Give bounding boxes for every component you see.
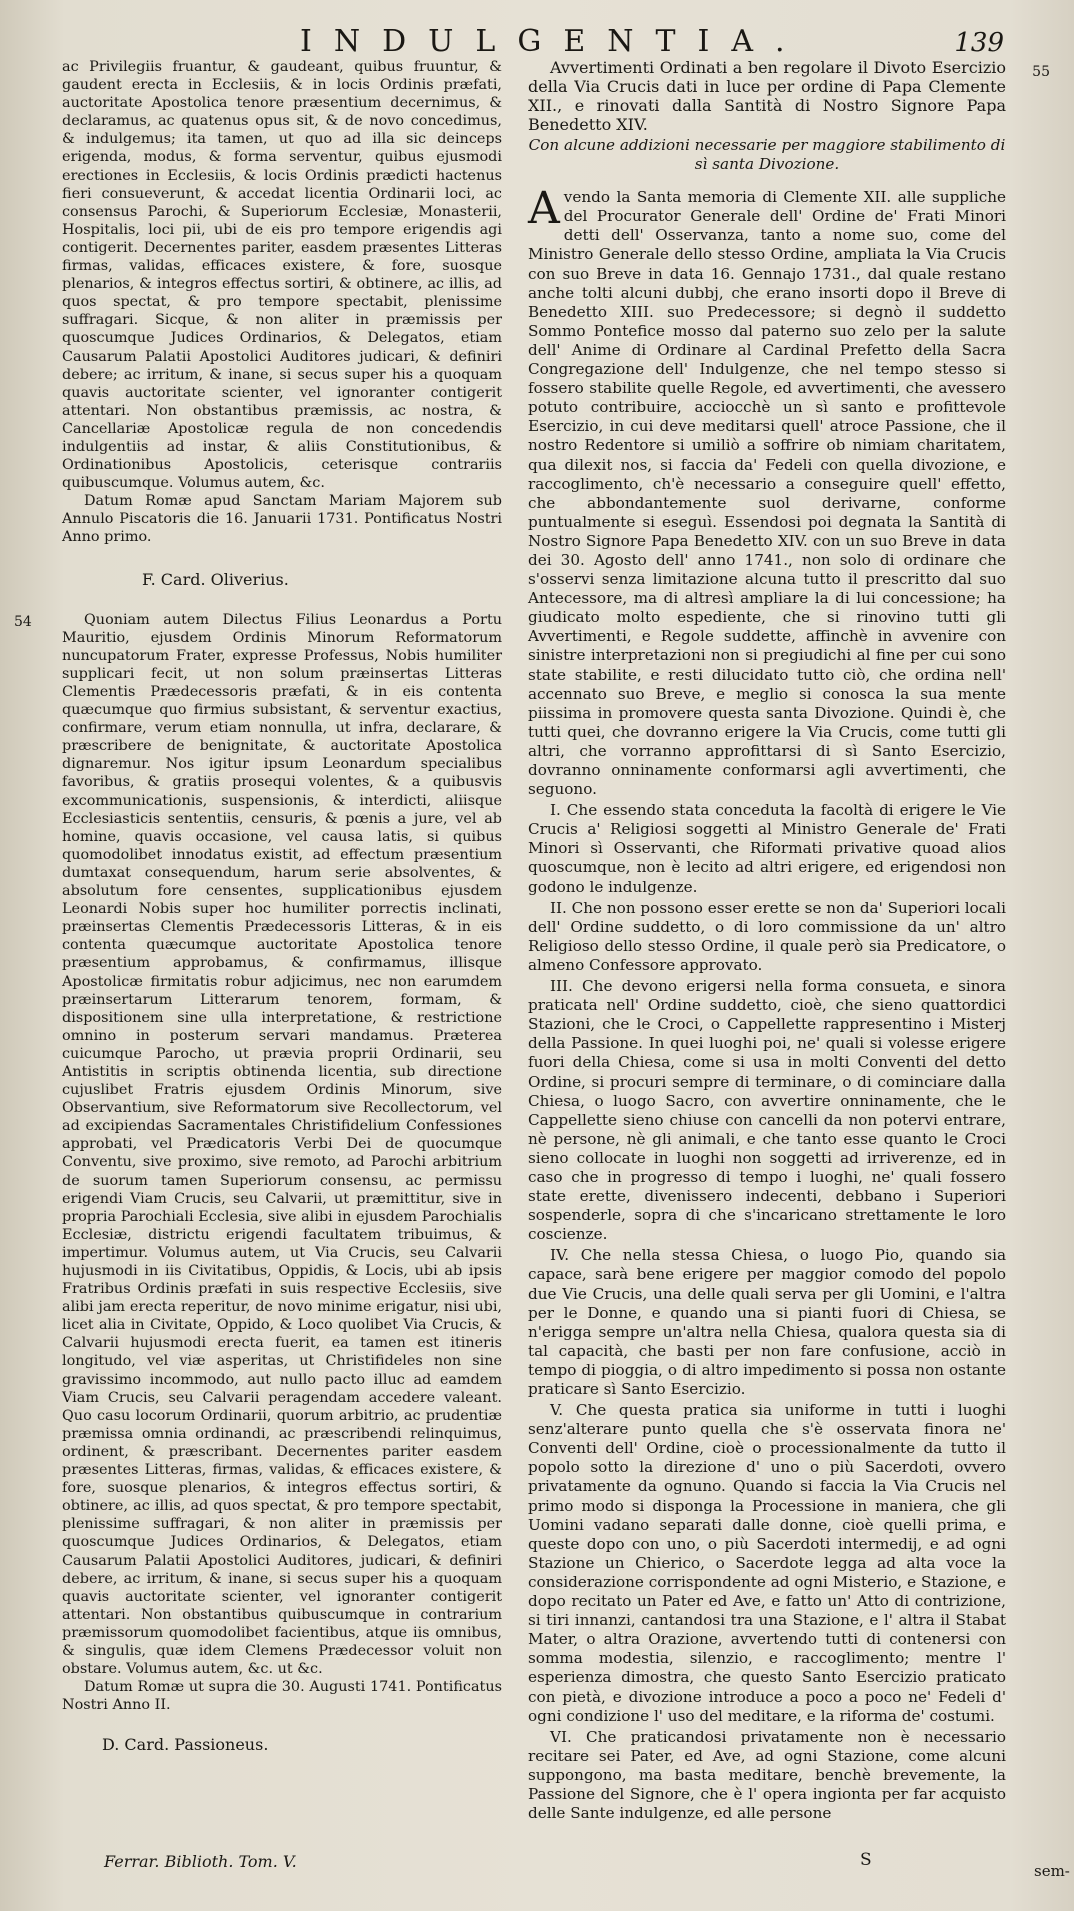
margin-note-left: 54 xyxy=(14,614,32,630)
page-header xyxy=(0,24,1074,62)
page-number: 139 xyxy=(954,28,1004,58)
rule-item-6: VI. Che praticandosi privatamente non è necessario recitare sei Pater, ed Ave, ad ogni Stazione, come alcuni suppongono, ma basta meditare, benchè brevemente, la Passione del Signore, che è l' opera ingionta per far acquisto delle Sante indulgenze, ed alle persone xyxy=(528,1727,1006,1823)
signature-oliverius: F. Card. Oliverius. xyxy=(142,569,289,589)
rule-item-2: II. Che non possono esser erette se non da' Superiori locali dell' Ordine suddetto, o di loro commissione da un' altro Religioso dello stesso Ordine, il quale però sia Predicatore, o almeno Confessore approvato. xyxy=(528,898,1006,974)
left-column xyxy=(62,58,502,1790)
rule-item-1: I. Che essendo stata conceduta la facoltà di erigere le Vie Crucis a' Religiosi soggetti al Ministro Generale de' Frati Minori sì Osservanti, che Riformati privative quoad alios quoscumque, non è lecito ad altri erigere, ed erigendosi non godono le indulgenze. xyxy=(528,801,1006,896)
drop-cap: A xyxy=(528,183,560,235)
footer-source: Ferrar. Biblioth. Tom. V. xyxy=(104,1852,297,1871)
left-paragraph-quoniam: Quoniam autem Dilectus Filius Leonardus a Portu Mauritio, ejusdem Ordinis Minorum Reformatorum nuncupatorum Frater, expresse Professus, Nobis humiliter supplicari fecit, ut non solum præinsertas Litteras Clementis Prædecessoris præfati, & in eis contenta quæcumque quo firmius subsistant, & serventur exactius, confirmare, verum etiam nonnulla, ut infra, declarare, & præscribere de benignitate, & auctoritate Apostolica dignaremur. Nos igitur ipsum Leonardum specialibus favoribus, & gratiis prosequi volentes, & a quibusvis excommunicationis, suspensionis, & interdicti, aliisque Ecclesiasticis sententiis, censuris, & pœnis a jure, vel ab homine, quavis occasione, vel causa latis, si quibus quomodolibet innodatus existit, ad effectum præsentium dumtaxat consequendum, harum serie absolventes, & absolutum fore censentes, supplicationibus ejusdem Leonardi Nobis super hoc humiliter porrectis inclinati, præinsertas Clementis Prædecessoris Litteras, & in eis contenta quæcumque auctoritate Apostolica tenore præsentium approbamus, & confirmamus, illisque Apostolicæ firmitatis robur adjicimus, nec non earumdem præinsertarum Litterarum tenorem, formam, & dispositionem sine ulla interpretatione, & restrictione omnino in posterum servari mandamus. Præterea cuicumque Parocho, ut prævia proprii Ordinarii, seu Antistitis in scriptis obtinenda licentia, sub directione cujuslibet Fratris ejusdem Ordinis Minorum, sive Observantium, sive Reformatorum sive Recollectorum, vel ad excipiendas Sacramentales Christifidelium Confessiones approbati, vel Prædicatoris Verbi Dei de quocumque Conventu, sive proximo, sive remoto, ad Parochi arbitrium de suorum tamen Superiorum consensu, ac permissu erigendi Viam Crucis, seu Calvarii, ut præmittitur, sive in propria Parochiali Ecclesia, sive alibi in ejusdem Parochialis Ecclesiæ, districtu erigendi facultatem tribuimus, & impertimur. Volumus autem, ut Via Crucis, seu Calvarii hujusmodi in iis Civitatibus, Oppidis, & Locis, ubi ab ipsis Fratribus Ordinis præfati in suis respective Ecclesiis, sive alibi jam erecta reperitur, de novo minime erigatur, nisi ubi, licet alia in Civitate, Oppido, & Loco quolibet Via Crucis, & Calvarii hujusmodi erecta fuerit, ea tamen est itineris longitudo, vel viæ asperitas, ut Christifideles non sine gravissimo incommodo, aut nullo pacto illuc ad eamdem Viam Crucis, seu Calvarii peragendam accedere valeant. Quo casu locorum Ordinarii, quorum arbitrio, ac prudentiæ præmissa omnia ordinandi, ac præscribendi relinquimus, ordinent, & præscribant. Decernentes pariter easdem præsentes Litteras, firmas, validas, & efficaces existere, & fore, suosque plenarios, & integros effectus sortiri, & obtinere, ac illis, ad quos spectat, & pro tempore spectabit, plenissime suffragari, & non aliter in præmissis per quoscumque Judices Ordinarios, & Delegatos, etiam Causarum Palatii Apostolici Auditores, judicari, & definiri debere, ac irritum, & inane, si secus super his a quoquam quavis auctoritate scienter, vel ignoranter contigerit attentari. Non obstantibus quibuscumque in contrarium præmissorum quomodolibet facientibus, atque iis omnibus, & singulis, quæ idem Clemens Prædecessor voluit non obstare. Volumus autem, &c. ut &c. xyxy=(62,611,502,1678)
margin-note-right: 55 xyxy=(1032,64,1050,80)
avvertimenti-title: Avvertimenti Ordinati a ben regolare il Divoto Esercizio della Via Crucis dati in luce per ordine di Papa Clemente XII., e rinovati dalla Santità di Nostro Signore Papa Benedetto XIV. xyxy=(528,58,1006,134)
intro-text: vendo la Santa memoria di Clemente XII. alle suppliche del Procurator Generale dell' Ordine de' Frati Minori detti dell' Osservanza, tanto a nome suo, come del Ministro Generale dello stesso Ordine, ampliata la Via Crucis con suo Breve in data 16. Gennajo 1731., dal quale restano anche tolti alcuni dubbj, che erano insorti dopo il Breve di Benedetto XIII. suo Predecessore; si degnò il suddetto Sommo Pontefice mosso dal paterno suo zelo per la salute dell' Anime di Ordinare al Cardinal Prefetto della Sacra Congregazione dell' Indulgenze, che nel tempo stesso si fossero stabilite quelle Regole, ed avvertimenti, che avessero potuto contribuire, acciocchè un sì santo e profittevole Esercizio, in cui deve meditarsi quell' atroce Passione, che il nostro Redentore si umiliò a soffrire ob nimiam charitatem, qua dilexit nos, si faccia da' Fedeli con quella divozione, e raccoglimento, ch'è necessario a conseguire quell' effetto, che abbondantemente suol derivarne, conforme puntualmente si eseguì. Essendosi poi degnata la Santità di Nostro Signore Papa Benedetto XIV. con un suo Breve in data dei 30. Agosto dell' anno 1741., non solo di ordinare che s'osservi senza limitazione alcuna tutto il prescritto dal suo Antecessore, ma di altresì ampliare la di lui concessione; ha giudicato molto espediente, che si rinovino tutti gli Avvertimenti, e Regole suddette, affinchè in avvenire con sinistre interpretazioni non si pregiudichi al fine per cui sono state stabilite, e resti dilucidato tutto ciò, che ordina nell' accennato suo Breve, e meglio si conosca la sua mente piissima in promovere questa santa Divozione. Quindi è, che tutti quei, che dovranno erigere la Via Crucis, come tutti gli altri, che vorranno approfittarsi di sì Santo Esercizio, dovranno onninamente conformarsi agli avvertimenti, che seguono. xyxy=(528,188,1006,799)
rule-item-4: IV. Che nella stessa Chiesa, o luogo Pio, quando sia capace, sarà bene erigere per maggior comodo del popolo due Vie Crucis, una delle quali serva per gli Uomini, e l'altra per le Donne, e quando una si pianti fuori di Chiesa, se n'erigga sempre un'altra nella Chiesa, qualora questa sia di tal capacità, che basti per non fare confusione, acciò in tempo di pioggia, o di altro impedimento si possa non ostante praticare sì Santo Esercizio. xyxy=(528,1246,1006,1398)
signature-mark: S xyxy=(860,1850,872,1870)
left-dating-1: Datum Romæ apud Sanctam Mariam Majorem sub Annulo Piscatoris die 16. Januarii 1731. Pontificatus Nostri Anno primo. xyxy=(62,493,502,546)
avvertimenti-subtitle: Con alcune addizioni necessarie per maggiore stabilimento di sì santa Divozione. xyxy=(528,136,1006,174)
left-dating-2: Datum Romæ ut supra die 30. Augusti 1741. Pontificatus Nostri Anno II. xyxy=(62,1679,502,1714)
intro-paragraph xyxy=(528,183,1006,799)
catchword: sem- xyxy=(1034,1862,1070,1880)
rule-item-5: V. Che questa pratica sia uniforme in tutti i luoghi senz'alterare punto quella che s'è osservata finora ne' Conventi dell' Ordine, cioè o processionalmente da tutto il popolo sotto la direzione d' uno o più Sacerdoti, ovvero privatamente da ognuno. Quando si faccia la Via Crucis nel primo modo si disponga la Processione in maniera, che gli Uomini vadano separati dalle donne, cioè quelli prima, e queste dopo con uno, o più Sacerdoti intermedij, e ad ogni Stazione un Chierico, o Sacerdote legga ad alta voce la considerazione corrispondente ad ogni Misterio, e Stazione, e dopo recitato un Pater ed Ave, e fatto un' Atto di contrizione, si tiri innanzi, cantandosi tra una Stazione, e l' altra il Stabat Mater, o altra Orazione, avvertendo tutti di contenersi con somma modestia, silenzio, e raccoglimento; mentre l' esperienza dimostra, che questo Santo Esercizio praticato con pietà, e divozione introduce a poco a poco ne' Fedeli d' ogni condizione l' uso del meditare, e la riforma de' costumi. xyxy=(528,1401,1006,1725)
signature-passioneus: D. Card. Passioneus. xyxy=(102,1735,269,1755)
left-paragraph-1: ac Privilegiis fruantur, & gaudeant, quibus fruuntur, & gaudent erecta in Ecclesiis, & in locis Ordinis præfati, auctoritate Apostolica tenore præsentium decernimus, & declaramus, ac quatenus opus sit, & de novo concedimus, & indulgemus; ita tamen, ut quo ad illa sic deinceps erigenda, modus, & forma serventur, quibus ejusmodi erectiones in Ecclesiis, & locis Ordinis prædicti hactenus fieri consueverunt, & accedat licentia Ordinarii loci, ac consensus Parochi, & Superiorum Ecclesiæ, Monasterii, Hospitalis, loci pii, ubi de eis pro tempore erigendis agi contigerit. Decernentes pariter, easdem præsentes Litteras firmas, validas, efficaces existere, & fore, suosque plenarios, & integros effectus sortiri, & obtinere, ac illis, ad quos spectat, & pro tempore spectabit, plenissime suffragari. Sicque, & non aliter in præmissis per quoscumque Judices Ordinarios, & Delegatos, etiam Causarum Palatii Apostolici Auditores judicari, & definiri debere; ac irritum, & inane, si secus super his a quoquam quavis auctoritate scienter, vel ignoranter contigerit attentari. Non obstantibus præmissis, ac nostra, & Cancellariæ Apostolicæ regula de non concedendis indulgentiis ad instar, & aliis Constitutionibus, & Ordinationibus Apostolicis, ceterisque contrariis quibuscumque. Volumus autem, &c. xyxy=(62,59,502,492)
right-column xyxy=(528,58,1006,1823)
running-title: INDULGENTIA. xyxy=(300,24,807,59)
rule-item-3: III. Che devono erigersi nella forma consueta, e sinora praticata nell' Ordine suddetto, cioè, che sieno quattordici Stazioni, che le Croci, o Cappellette rappresentino i Misterj della Passione. In quei luoghi poi, ne' quali si volesse erigere fuori della Chiesa, come si usa in molti Conventi del detto Ordine, si procuri sempre di terminare, o di cominciare dalla Chiesa, o luogo Sacro, con avvertire onninamente, che le Cappellette sieno chiuse con cancelli da non potervi entrare, nè persone, nè gli animali, e che tanto esse quanto le Croci sieno collocate in luoghi non soggetti ad irriverenze, ed in caso che in progresso di tempo i luoghi, ne' quali fossero state erette, divenissero indecenti, debbano i Superiori sospenderle, sopra di che s'incaricano strettamente le loro coscienze. xyxy=(528,977,1006,1244)
